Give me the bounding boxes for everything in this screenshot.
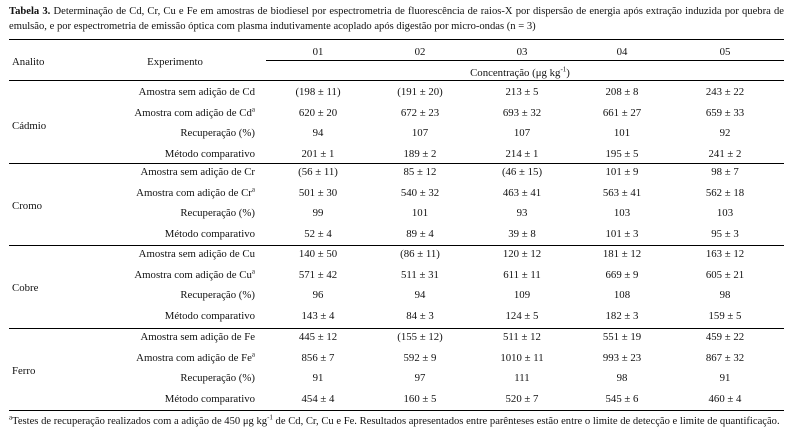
table-cell: 181 ± 12 [602, 248, 642, 260]
table-cell: (86 ± 11) [400, 248, 440, 260]
unit-label [420, 66, 620, 80]
table-cell: 867 ± 32 [705, 351, 745, 364]
analyte-name: Cromo [12, 200, 42, 212]
row-label [60, 186, 255, 200]
table-cell: 107 [513, 127, 531, 139]
table-cell: 672 ± 23 [400, 106, 440, 119]
table-cell: (198 ± 11) [295, 86, 341, 98]
table-cell: 124 ± 5 [505, 309, 539, 322]
row-label-text: Método comparativo [164, 227, 255, 240]
table-cell: 101 ± 9 [605, 166, 639, 178]
table-cell: 856 ± 7 [301, 351, 335, 364]
table-cell: 659 ± 33 [705, 106, 745, 119]
table-cell: 195 ± 5 [605, 147, 639, 160]
row-label [60, 126, 255, 140]
group-divider [9, 163, 784, 164]
table-cell: 520 ± 7 [505, 392, 539, 405]
table-cell: 101 [411, 207, 429, 219]
table-cell: 511 ± 31 [401, 268, 439, 281]
row-label-text: Método comparativo [164, 392, 255, 405]
table-cell: 562 ± 18 [705, 186, 745, 199]
row-label-text: Recuperação (%) [180, 207, 255, 219]
table-cell: 605 ± 21 [705, 268, 745, 281]
header-analito: Analito [12, 56, 45, 68]
row-label-footnote-mark: a [251, 349, 255, 358]
table-cell: 189 ± 2 [403, 147, 437, 160]
table-cell: 99 [312, 207, 324, 219]
table-cell: 95 ± 3 [711, 227, 739, 240]
table-cell: 98 [719, 289, 731, 301]
header-bottom-rule [9, 80, 784, 81]
row-label-text: Amostra sem adição de Fe [140, 331, 255, 343]
table-cell: 551 ± 19 [602, 331, 642, 343]
table-cell: 1010 ± 11 [500, 351, 544, 364]
group-divider [9, 328, 784, 329]
row-label [60, 147, 255, 161]
table-cell: 97 [414, 372, 426, 384]
table-cell: 241 ± 2 [708, 147, 742, 160]
table-cell: 460 ± 4 [708, 392, 742, 405]
group-divider [9, 245, 784, 246]
table-cell: 159 ± 5 [708, 309, 742, 322]
table-cell: 101 [613, 127, 631, 139]
header-mid-rule [266, 60, 784, 61]
table-cell: 93 [516, 207, 528, 219]
row-label [60, 330, 255, 344]
table-cell: 84 ± 3 [406, 309, 434, 322]
footnote-exp: -1 [267, 413, 273, 422]
row-label-text: Método comparativo [164, 309, 255, 322]
column-header: 04 [616, 46, 628, 58]
table-cell: 39 ± 8 [508, 227, 536, 240]
table-footnote [9, 415, 784, 429]
table-cell: 243 ± 22 [705, 86, 745, 98]
table-cell: 563 ± 41 [602, 186, 642, 199]
row-label-text: Método comparativo [164, 147, 255, 160]
table-cell: 611 ± 11 [503, 268, 541, 281]
row-label [60, 85, 255, 99]
row-label [60, 351, 255, 365]
row-label [60, 268, 255, 282]
table-cell: 109 [513, 289, 531, 301]
analyte-name: Cádmio [12, 120, 47, 132]
table-cell: 108 [613, 289, 631, 301]
row-label-text: Amostra com adição de Fe [136, 351, 252, 364]
table-cell: 201 ± 1 [301, 147, 335, 160]
footnote-text-before: Testes de recuperação realizados com a adição de 450 μg kg [12, 416, 268, 427]
table-cell: 96 [312, 289, 324, 301]
table-cell: 94 [312, 127, 324, 139]
row-label-footnote-mark: a [251, 104, 255, 113]
row-label-text: Recuperação (%) [180, 127, 255, 139]
table-cell: 669 ± 9 [605, 268, 639, 281]
row-label-footnote-mark: a [251, 266, 255, 275]
row-label-text: Amostra sem adição de Cu [138, 248, 255, 260]
row-label-text: Amostra com adição de Cu [134, 268, 252, 281]
row-label [60, 165, 255, 179]
table-cell: (56 ± 11) [298, 166, 338, 178]
table-cell: 208 ± 8 [605, 86, 639, 98]
row-label [60, 309, 255, 323]
table-cell: 120 ± 12 [502, 248, 542, 260]
table-cell: 140 ± 50 [298, 248, 338, 260]
table-cell: 111 [514, 372, 530, 384]
bottom-rule [9, 410, 784, 411]
row-label-text: Recuperação (%) [180, 289, 255, 301]
column-header: 02 [414, 46, 426, 58]
table-cell: 182 ± 3 [605, 309, 639, 322]
table-cell: 160 ± 5 [403, 392, 437, 405]
table-cell: 540 ± 32 [400, 186, 440, 199]
column-header: 05 [719, 46, 731, 58]
caption-label: Tabela 3. [9, 6, 51, 17]
row-label-text: Amostra sem adição de Cr [140, 166, 255, 178]
row-label [60, 247, 255, 261]
table-cell: 213 ± 5 [505, 86, 539, 98]
row-label-text: Amostra sem adição de Cd [138, 86, 255, 98]
unit-label-close: ) [566, 67, 570, 79]
table-cell: 454 ± 4 [301, 392, 335, 405]
table-cell: 545 ± 6 [605, 392, 639, 405]
table-cell: 103 [716, 207, 734, 219]
table-cell: 91 [312, 372, 324, 384]
table-cell: 85 ± 12 [403, 166, 437, 178]
row-label [60, 106, 255, 120]
column-header: 01 [312, 46, 324, 58]
table-cell: 94 [414, 289, 426, 301]
table-cell: 661 ± 27 [602, 106, 642, 119]
table-cell: 107 [411, 127, 429, 139]
row-label-footnote-mark: a [251, 184, 255, 193]
analyte-name: Ferro [12, 365, 36, 377]
table-cell: 501 ± 30 [298, 186, 338, 199]
table-cell: 98 [616, 372, 628, 384]
table-cell: 101 ± 3 [605, 227, 639, 240]
unit-label-exp: -1 [560, 65, 567, 74]
footnote-mark: a [9, 413, 13, 422]
table-cell: 463 ± 41 [502, 186, 542, 199]
row-label-text: Amostra com adição de Cd [134, 106, 252, 119]
table-cell: 89 ± 4 [406, 227, 434, 240]
row-label [60, 371, 255, 385]
table-cell: 52 ± 4 [304, 227, 332, 240]
row-label-text: Recuperação (%) [180, 372, 255, 384]
row-label [60, 206, 255, 220]
row-label [60, 288, 255, 302]
row-label [60, 392, 255, 406]
table-cell: (155 ± 12) [397, 331, 443, 343]
table-cell: 143 ± 4 [301, 309, 335, 322]
column-header: 03 [516, 46, 528, 58]
table-cell: 459 ± 22 [705, 331, 745, 343]
table-cell: 103 [613, 207, 631, 219]
table-caption [9, 4, 784, 34]
table-cell: 445 ± 12 [298, 331, 338, 343]
header-experimento: Experimento [147, 56, 203, 68]
table-cell: 214 ± 1 [505, 147, 539, 160]
footnote-text-after: de Cd, Cr, Cu e Fe. Resultados apresentados entre parênteses estão entre o limite de detecção e limite de quantificação. [272, 416, 780, 427]
analyte-name: Cobre [12, 282, 39, 294]
table-cell: (191 ± 20) [397, 86, 443, 98]
table-cell: 92 [719, 127, 731, 139]
table-cell: 163 ± 12 [705, 248, 745, 260]
row-label [60, 227, 255, 241]
table-cell: 993 ± 23 [602, 351, 642, 364]
table-cell: 592 ± 9 [403, 351, 437, 364]
row-label-text: Amostra com adição de Cr [136, 186, 252, 199]
caption-text: Determinação de Cd, Cr, Cu e Fe em amostras de biodiesel por espectrometria de fluorescência de raios-X por dispersão de energia após extração induzida por quebra de emulsão, e por espectrometria de emissão óptica com plasma indutivamente acoplado após digestão por micro-ondas (n = 3) [9, 6, 784, 32]
table-cell: 511 ± 12 [503, 331, 541, 343]
table-cell: 693 ± 32 [502, 106, 542, 119]
table-cell: 98 ± 7 [711, 166, 739, 178]
table-cell: (46 ± 15) [501, 166, 543, 178]
table-cell: 91 [719, 372, 731, 384]
unit-label-text: Concentração (μg kg [470, 67, 561, 79]
top-rule [9, 39, 784, 40]
table-cell: 620 ± 20 [298, 106, 338, 119]
table-cell: 571 ± 42 [298, 268, 338, 281]
